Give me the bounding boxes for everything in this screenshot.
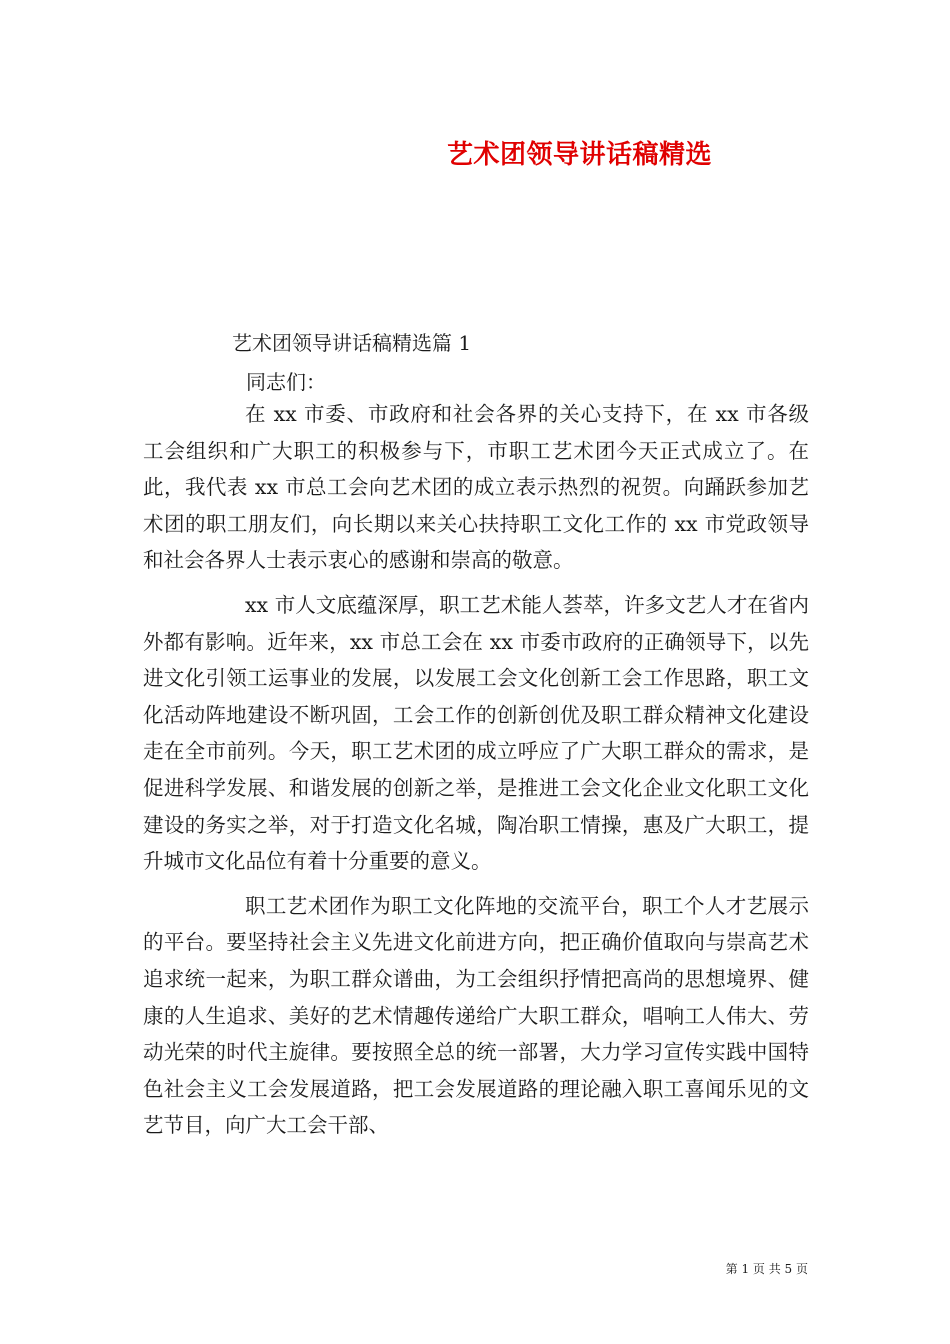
paragraph: 在 xx 市委、市政府和社会各界的关心支持下，在 xx 市各级工会组织和广大职工的积极参与下，市职工艺术团今天正式成立了。在此，我代表 xx 市总工会向艺术团的成立表示热烈的祝贺。向踊跃参加艺术团的职工朋友们，向长期以来关心扶持职工文化工作的 xx 市党政领导和社会各界人士表示衷心的感谢和崇高的敬意。 — [143, 402, 809, 573]
document-title: 艺术团领导讲话稿精选 — [447, 140, 713, 170]
document-body — [143, 396, 809, 1152]
paragraph: 职工艺术团作为职工文化阵地的交流平台，职工个人才艺展示的平台。要坚持社会主义先进文化前进方向，把正确价值取向与崇高艺术追求统一起来，为职工群众谱曲，为工会组织抒情把高尚的思想境界、健康的人生追求、美好的艺术情趣传递给广大职工群众，唱响工人伟大、劳动光荣的时代主旋律。要按照全总的统一部署，大力学习宣传实践中国特色社会主义工会发展道路，把工会发展道路的理论融入职工喜闻乐见的文艺节目，向广大工会干部、 — [143, 893, 809, 1138]
page-footer: 第 1 页 共 5 页 — [725, 1262, 808, 1276]
document-subtitle: 艺术团领导讲话稿精选篇 1 — [232, 331, 472, 355]
paragraph: xx 市人文底蕴深厚，职工艺术能人荟萃，许多文艺人才在省内外都有影响。近年来，xx 市总工会在 xx 市委市政府的正确领导下，以先进文化引领工运事业的发展，以发展工会文化创新工会工作思路，职工文化活动阵地建设不断巩固，工会工作的创新创优及职工群众精神文化建设走在全市前列。今天，职工艺术团的成立呼应了广大职工群众的需求，是促进科学发展、和谐发展的创新之举，是推进工会文化企业文化职工文化建设的务实之举，对于打造文化名城，陶冶职工情操，惠及广大职工，提升城市文化品位有着十分重要的意义。 — [143, 592, 809, 874]
salutation: 同志们： — [246, 370, 326, 394]
